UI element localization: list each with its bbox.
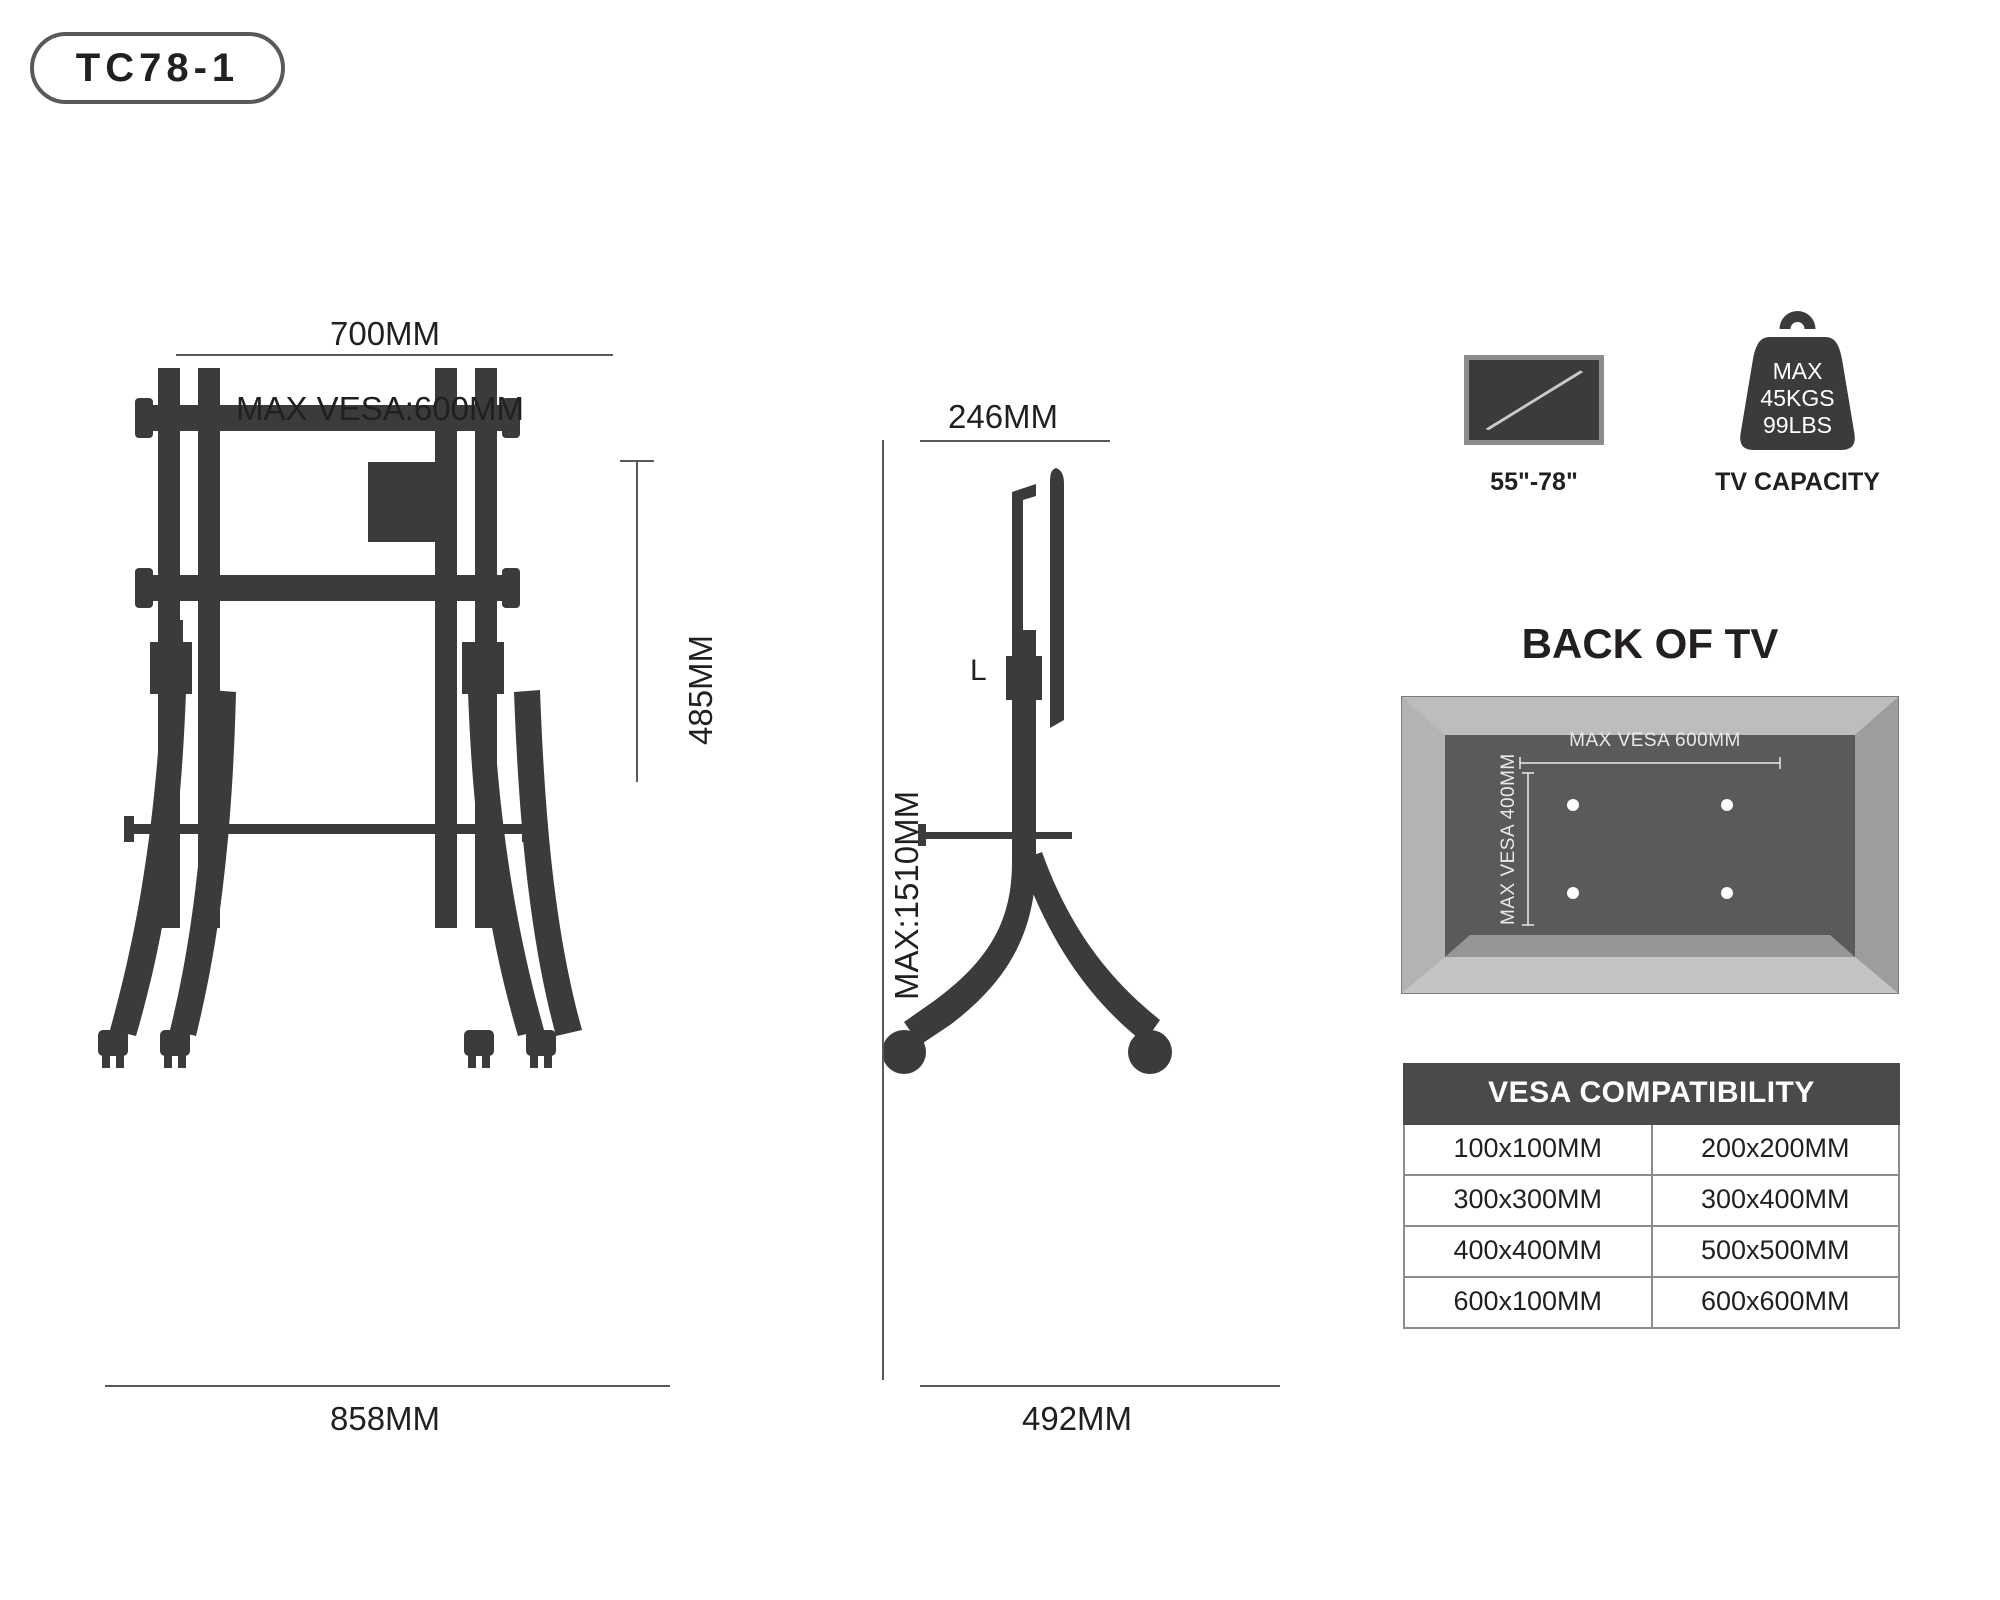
screen-diagonal-icon (1485, 370, 1584, 431)
vesa-vertical-label: MAX VESA 400MM (1498, 753, 1519, 925)
weight-capacity-text (1730, 358, 1865, 439)
front-height-label: 485MM (682, 634, 719, 745)
vesa-hole-bottom-left (1567, 887, 1579, 899)
caster-3-wheel-a (468, 1052, 476, 1068)
weight-line-max: MAX (1772, 358, 1823, 384)
caster-1-wheel-b (116, 1052, 124, 1068)
vesa-cell: 600x100MM (1404, 1277, 1652, 1328)
front-height-rule-top-tick (620, 460, 654, 462)
table-row (1404, 1277, 1899, 1328)
vesa-table-title: VESA COMPATIBILITY (1404, 1064, 1899, 1124)
caster-2-wheel-a (164, 1052, 172, 1068)
table-row (1404, 1226, 1899, 1277)
vesa-horizontal-label: MAX VESA 600MM (1569, 730, 1741, 751)
front-lower-brace-left-cap (124, 816, 134, 842)
screen-size-icon (1464, 355, 1604, 445)
side-base-label: 492MM (1022, 1400, 1133, 1437)
side-caster-front (1128, 1030, 1172, 1074)
front-lower-crossbar (135, 575, 520, 601)
screen-size-label: 55"-78" (1490, 468, 1578, 496)
front-height-rule (636, 460, 638, 782)
table-row (1404, 1175, 1899, 1226)
side-clamp-block (1006, 656, 1042, 700)
vesa-cell: 200x200MM (1652, 1124, 1900, 1175)
side-bracket-letter: L (970, 654, 987, 687)
front-lower-bar-right-cap (502, 568, 520, 608)
table-row (1404, 1124, 1899, 1175)
front-width-label: 700MM (330, 315, 441, 352)
vesa-table-header-row (1404, 1064, 1899, 1124)
front-caster-group (98, 1030, 556, 1068)
weight-line-kgs: 45KGS (1760, 385, 1835, 411)
side-top-label: 246MM (948, 398, 1059, 435)
vesa-hole-top-right (1721, 799, 1733, 811)
front-base-rule (105, 1385, 670, 1387)
caster-2-wheel-b (178, 1052, 186, 1068)
caster-3-wheel-b (482, 1052, 490, 1068)
caster-1-wheel-a (102, 1052, 110, 1068)
side-caster-rear (882, 1030, 926, 1074)
front-lower-bar-left-cap (135, 568, 153, 608)
front-lower-brace-right-cap (522, 816, 532, 842)
front-base-label: 858MM (330, 1400, 441, 1437)
vesa-cell: 100x100MM (1404, 1124, 1652, 1175)
vesa-cell: 300x400MM (1652, 1175, 1900, 1226)
front-upper-bar-left-cap (135, 398, 153, 438)
side-height-label: MAX:1510MM (888, 790, 925, 1000)
model-number-badge (30, 32, 285, 104)
back-of-tv-title: BACK OF TV (1521, 620, 1779, 667)
tv-capacity-label: TV CAPACITY (1715, 468, 1880, 496)
vesa-cell: 400x400MM (1404, 1226, 1652, 1277)
side-lower-brace (922, 832, 1072, 839)
vesa-hole-bottom-right (1721, 887, 1733, 899)
side-top-rule (920, 440, 1110, 442)
vesa-cell: 500x500MM (1652, 1226, 1900, 1277)
vesa-hole-top-left (1567, 799, 1579, 811)
vesa-cell: 600x600MM (1652, 1277, 1900, 1328)
front-view-drawing (90, 330, 710, 1330)
side-tv-panel (1050, 468, 1064, 728)
front-right-drop-rod (443, 620, 450, 730)
vesa-compatibility-table (1403, 1063, 1900, 1329)
front-width-rule (176, 354, 613, 356)
side-front-leg (1020, 852, 1160, 1043)
side-height-rule (882, 440, 884, 1380)
weight-line-lbs: 99LBS (1762, 412, 1833, 438)
vesa-cell: 300x300MM (1404, 1175, 1652, 1226)
front-lower-brace (128, 824, 528, 834)
side-base-rule (920, 1385, 1280, 1387)
caster-4-wheel-b (544, 1052, 552, 1068)
front-right-clamp (462, 642, 504, 694)
front-center-bracket (368, 462, 438, 542)
model-number-text: TC78-1 (75, 45, 240, 90)
front-left-clamp (150, 642, 192, 694)
side-bracket-hook (1012, 484, 1036, 638)
caster-4-wheel-a (530, 1052, 538, 1068)
front-vesa-label: MAX VESA:600MM (236, 390, 524, 427)
